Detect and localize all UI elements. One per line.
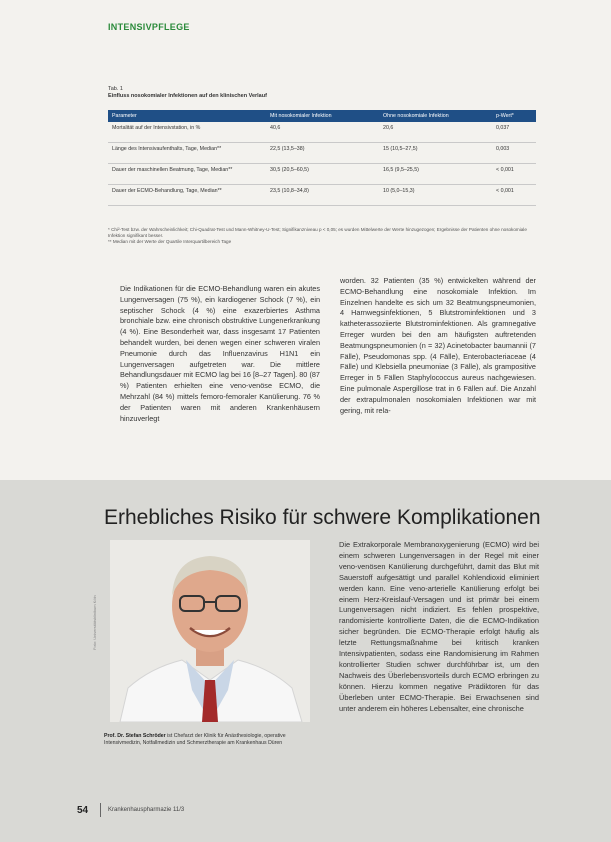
table-cell: 0,003 [492, 143, 536, 164]
table-cell: 23,5 (10,8–34,8) [266, 185, 379, 206]
table-cell: 40,6 [266, 122, 379, 143]
table-row [108, 185, 536, 206]
photo-caption [104, 733, 316, 747]
table-caption [108, 86, 267, 100]
portrait-illustration [110, 540, 310, 722]
table-label: Tab. 1 [108, 86, 123, 92]
table-cell: < 0,001 [492, 185, 536, 206]
body-text-right: worden. 32 Patienten (35 %) entwickelten während der ECMO-Behandlung eine nosokomiale Infektion. Im Einzelnen handelte es sich um 32 Beatmungspneumonien, 4 Harnwegsinfektionen, 5 Blutstrominfektionen und 3 katheterassoziierte Blutstrominfektionen. Als gramnegative Erreger wurden bei den am häufigsten auftretenden Beatmungspneumonien (n = 32) Acinetobacter baumannii (7 Fälle), Pseudomonas spp. (4 Fälle), Enterobacteriaceae (4 Fälle) und Klebsiella pneumoniae (3 Fälle), als grampositive Erreger in 5 Fällen Staphylococcus aureus nachgewiesen. Eine pulmonale Aspergillose trat in 6 Fällen auf. Die Anzahl der extrapulmonalen nosokomialen Infektionen war mit gering, mit rela- [340, 276, 536, 415]
footer-divider [100, 803, 101, 817]
header-p-value: p-Wert* [492, 110, 536, 122]
table-cell: Mortalität auf der Intensivstation, in % [108, 122, 266, 143]
table-title: Einfluss nosokomialer Infektionen auf den klinischen Verlauf [108, 93, 267, 99]
feature-text: Die Extrakorporale Membranoxygenierung (ECMO) wird bei einem schweren Lungenversagen in der Regel mit einer veno-venösen Kanülierung durchgeführt, damit das Blut mit Sauerstoff aufgesättigt und parallel Kohlendioxid eliminiert werden kann. Eine veno-arterielle Kanülierung erfolgt bei einem Herz-Kreislauf-Versagen und ist primär bei einem Lungenversagen nicht indiziert. Es fehlen prospektive, randomisierte kontrollierte Daten, die die ECMO-Indikation sicher begründen. Die ECMO-Therapie erfolgt häufig als letzte Rettungsmaßnahme bei kritisch kranken Intensivpatienten, sodass eine Randomisierung im Rahmen kontrollierter Studien schwer durchführbar ist, um den Nachweis des Überlebensvorteils durch ECMO erbringen zu können. Hierzu kommen negative Prädiktoren für das Überleben unter ECMO-Therapie. Bei Erwachsenen sind unter anderem ein höheres Lebensalter, eine chronische [339, 540, 539, 713]
table-header-row [108, 110, 536, 122]
table-cell: Dauer der maschinellen Beatmung, Tage, Median** [108, 164, 266, 185]
feature-headline: Erhebliches Risiko für schwere Komplikationen [104, 506, 541, 529]
caption-text: ist Chefarzt der Klinik für Anästhesiologie, operative Intensivmedizin, Notfallmedizin und Schmerztherapie am Krankenhaus Düren [104, 733, 286, 746]
table-row [108, 143, 536, 164]
body-text-left: Die Indikationen für die ECMO-Behandlung waren ein akutes Lungenversagen (75 %), ein kardiogener Schock (7 %), ein septischer Schock (4 %) eine exazerbiertes Asthma bronchiale bzw. eine chronisch obstruktive Lungenerkrankung (4 %). Eine Besonderheit war, dass insgesamt 17 Patienten behandelt wurden, bei denen wegen einer schweren viralen Pneumonie durch das Influenzavirus H1N1 ein Lungenversagen aufgetreten war. Die mittlere Behandlungsdauer mit ECMO lag bei 16 [8–27 Tagen]. 80 (87 %) Patienten erhielten eine veno-venöse ECMO, die Mehrzahl (84 %) mittels femoro-femoraler Kanülierung. 76 % der Patienten waren mit anderen Krankenhäusern hinzuverlegt [120, 284, 320, 423]
infection-table [108, 110, 536, 206]
table-footnotes [108, 227, 538, 245]
table-cell: 15 (10,5–27,5) [379, 143, 492, 164]
photo-credit: Foto: Universitätsklinikum Köln [92, 595, 97, 650]
footnote: ** Median mit der Werte der Quartile Interquartilbereich Tage [108, 239, 232, 244]
page-number: 54 [77, 805, 89, 816]
caption-name: Prof. Dr. Stefan Schröder [104, 733, 166, 739]
journal-name: Krankenhauspharmazie 11/3 [108, 807, 185, 813]
table-cell: Länge des Intensivaufenthalts, Tage, Median** [108, 143, 266, 164]
table-cell: 10 (5,0–15,3) [379, 185, 492, 206]
table-cell: 16,5 (9,5–25,5) [379, 164, 492, 185]
table-cell: Dauer der ECMO-Behandlung, Tage, Median** [108, 185, 266, 206]
table-row [108, 122, 536, 143]
header-with-infection: Mit nosokomialer Infektion [266, 110, 379, 122]
table-cell: 0,037 [492, 122, 536, 143]
table-cell: 20,6 [379, 122, 492, 143]
table-cell: 30,5 (20,5–60,5) [266, 164, 379, 185]
table-row [108, 164, 536, 185]
portrait-photo [110, 540, 310, 722]
table-cell: < 0,001 [492, 164, 536, 185]
header-parameter: Parameter [108, 110, 266, 122]
header-without-infection: Ohne nosokomiale Infektion [379, 110, 492, 122]
page-footer [0, 800, 611, 842]
section-label: INTENSIVPFLEGE [108, 22, 190, 32]
table-cell: 22,5 (13,5–38) [266, 143, 379, 164]
footnote: * Chi²-Test bzw. der Wahrscheinlichkeit; Chi-Quadrat-Test und Mann-Whitney-U-Test; Signifikanzniveau p < 0,05; es wurden Mittelwerte der Werte hinzugezogen; Ergebnisse der Patienten ohne nosokomiale Infektion signifikant besser. [108, 227, 527, 238]
